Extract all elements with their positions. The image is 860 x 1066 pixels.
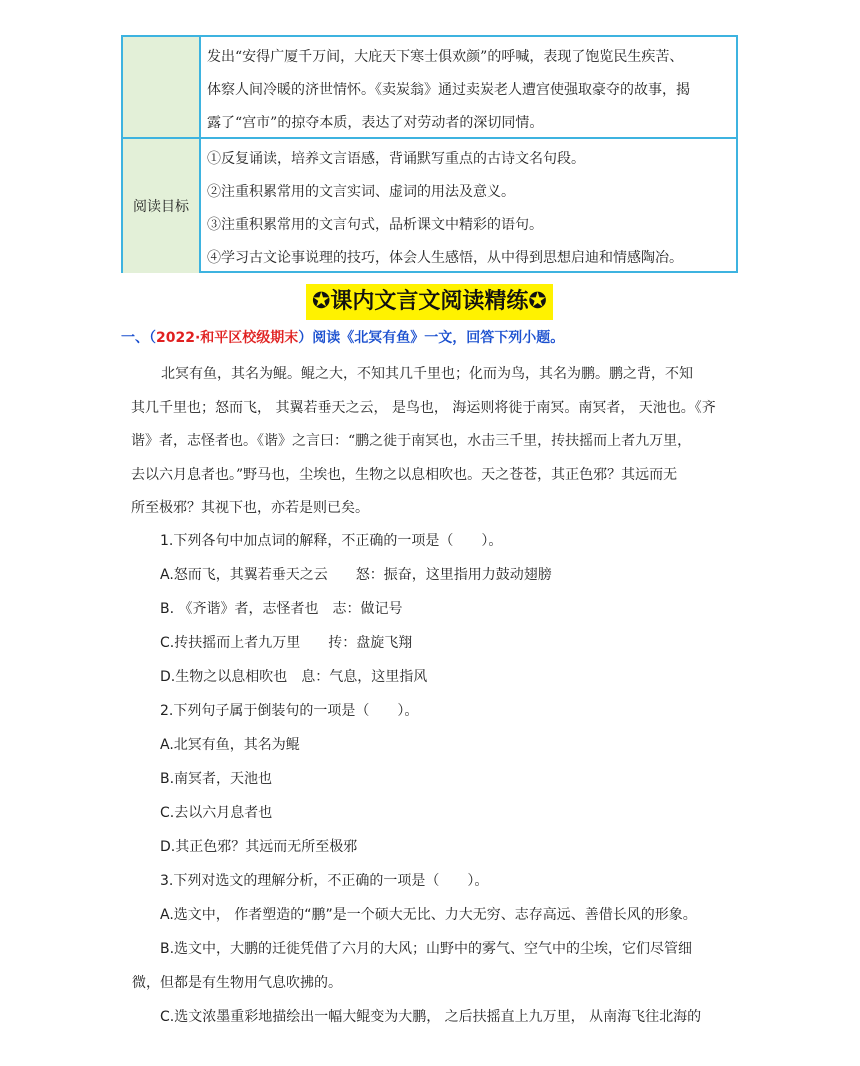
answer-option-continued: 微，但都是有生物用气息吹拂的。 [132,975,342,991]
answer-option: A.北冥有鱼，其名为鲲 [160,737,300,753]
text-line: 发出“安得广厦千万间，大庇天下寒士俱欢颜”的呼喊，表现了饱览民生疾苦、 [207,49,684,65]
goal-item: ①反复诵读，培养文言语感，背诵默写重点的古诗文名句段。 [207,151,585,167]
question-list [132,524,740,1034]
answer-option: C.去以六月息者也 [160,805,273,821]
table-row-label [123,139,201,273]
answer-option: B.选文中，大鹏的迁徙凭借了六月的大风；山野中的雾气、空气中的尘埃，它们尽管细 [160,941,693,957]
table-row-label [123,37,201,137]
question-stem: 3.下列对选文的理解分析，不正确的一项是（ ）。 [160,873,489,889]
question-source: 2022·和平区校级期末 [156,330,299,346]
table-row-reading-goals [123,139,736,273]
passage-line: 去以六月息者也。”野马也，尘埃也，生物之以息相吹也。天之苍苍，其正色邪？其远而无 [131,466,678,483]
answer-option: B. 《齐谐》者，志怪者也 志：做记号 [160,601,403,617]
goal-item: ④学习古文论事说理的技巧，体会人生感悟，从中得到思想启迪和情感陶冶。 [207,250,683,266]
question-heading [121,327,564,347]
answer-option: D.其正色邪？其远而无所至极邪 [160,839,358,855]
answer-option: C.选文浓墨重彩地描绘出一幅大鲲变为大鹏， 之后扶摇直上九万里， 从南海飞往北海的 [160,1009,702,1025]
reading-goals-table [121,35,738,273]
reading-goals-label: 阅读目标 [133,199,189,215]
answer-option: A.怒而飞，其翼若垂天之云 怒：振奋，这里指用力鼓动翅膀 [160,567,552,583]
question-stem: 2.下列句子属于倒装句的一项是（ ）。 [160,703,419,719]
answer-option: C.抟扶摇而上者九万里 抟：盘旋飞翔 [160,635,413,651]
question-number: 一、（ [121,330,156,346]
passage-line: 谐》者，志怪者也。《谐》之言曰：“鹏之徙于南冥也，水击三千里，抟扶摇而上者九万里， [131,433,692,449]
passage-line: 北冥有鱼，其名为鲲。鲲之大，不知其几千里也；化而为鸟，其名为鹏。鹏之背，不知 [161,366,693,382]
passage-line: 其几千里也；怒而飞， 其翼若垂天之云， 是鸟也， 海运则将徙于南冥。南冥者， 天池也。《齐 [131,399,716,416]
text-line: 露了“宫市”的掠夺本质，表达了对劳动者的深切同情。 [207,115,544,131]
table-cell-content [207,41,728,140]
passage-line: 所至极邪？其视下也，亦若是则已矣。 [131,500,369,516]
table-cell-content [207,143,728,275]
answer-option: B.南冥者，天池也 [160,771,273,787]
answer-option: A.选文中， 作者塑造的“鹏”是一个硕大无比、力大无穷、志存高远、善借长风的形象。 [160,907,697,923]
goal-item: ②注重积累常用的文言实词、虚词的用法及意义。 [207,184,515,200]
answer-option: D.生物之以息相吹也 息：气息，这里指风 [160,669,428,685]
text-line: 体察人间冷暖的济世情怀。《卖炭翁》通过卖炭老人遭宫使强取豪夺的故事，揭 [207,82,690,98]
table-row [123,37,736,139]
goal-item: ③注重积累常用的文言句式，品析课文中精彩的语句。 [207,217,543,233]
passage-text [131,358,734,526]
question-stem: 1.下列各句中加点词的解释，不正确的一项是（ ）。 [160,533,503,549]
question-instruction: ）阅读《北冥有鱼》一文，回答下列小题。 [298,330,565,346]
section-banner: ✪课内文言文阅读精练✪ [306,284,553,320]
